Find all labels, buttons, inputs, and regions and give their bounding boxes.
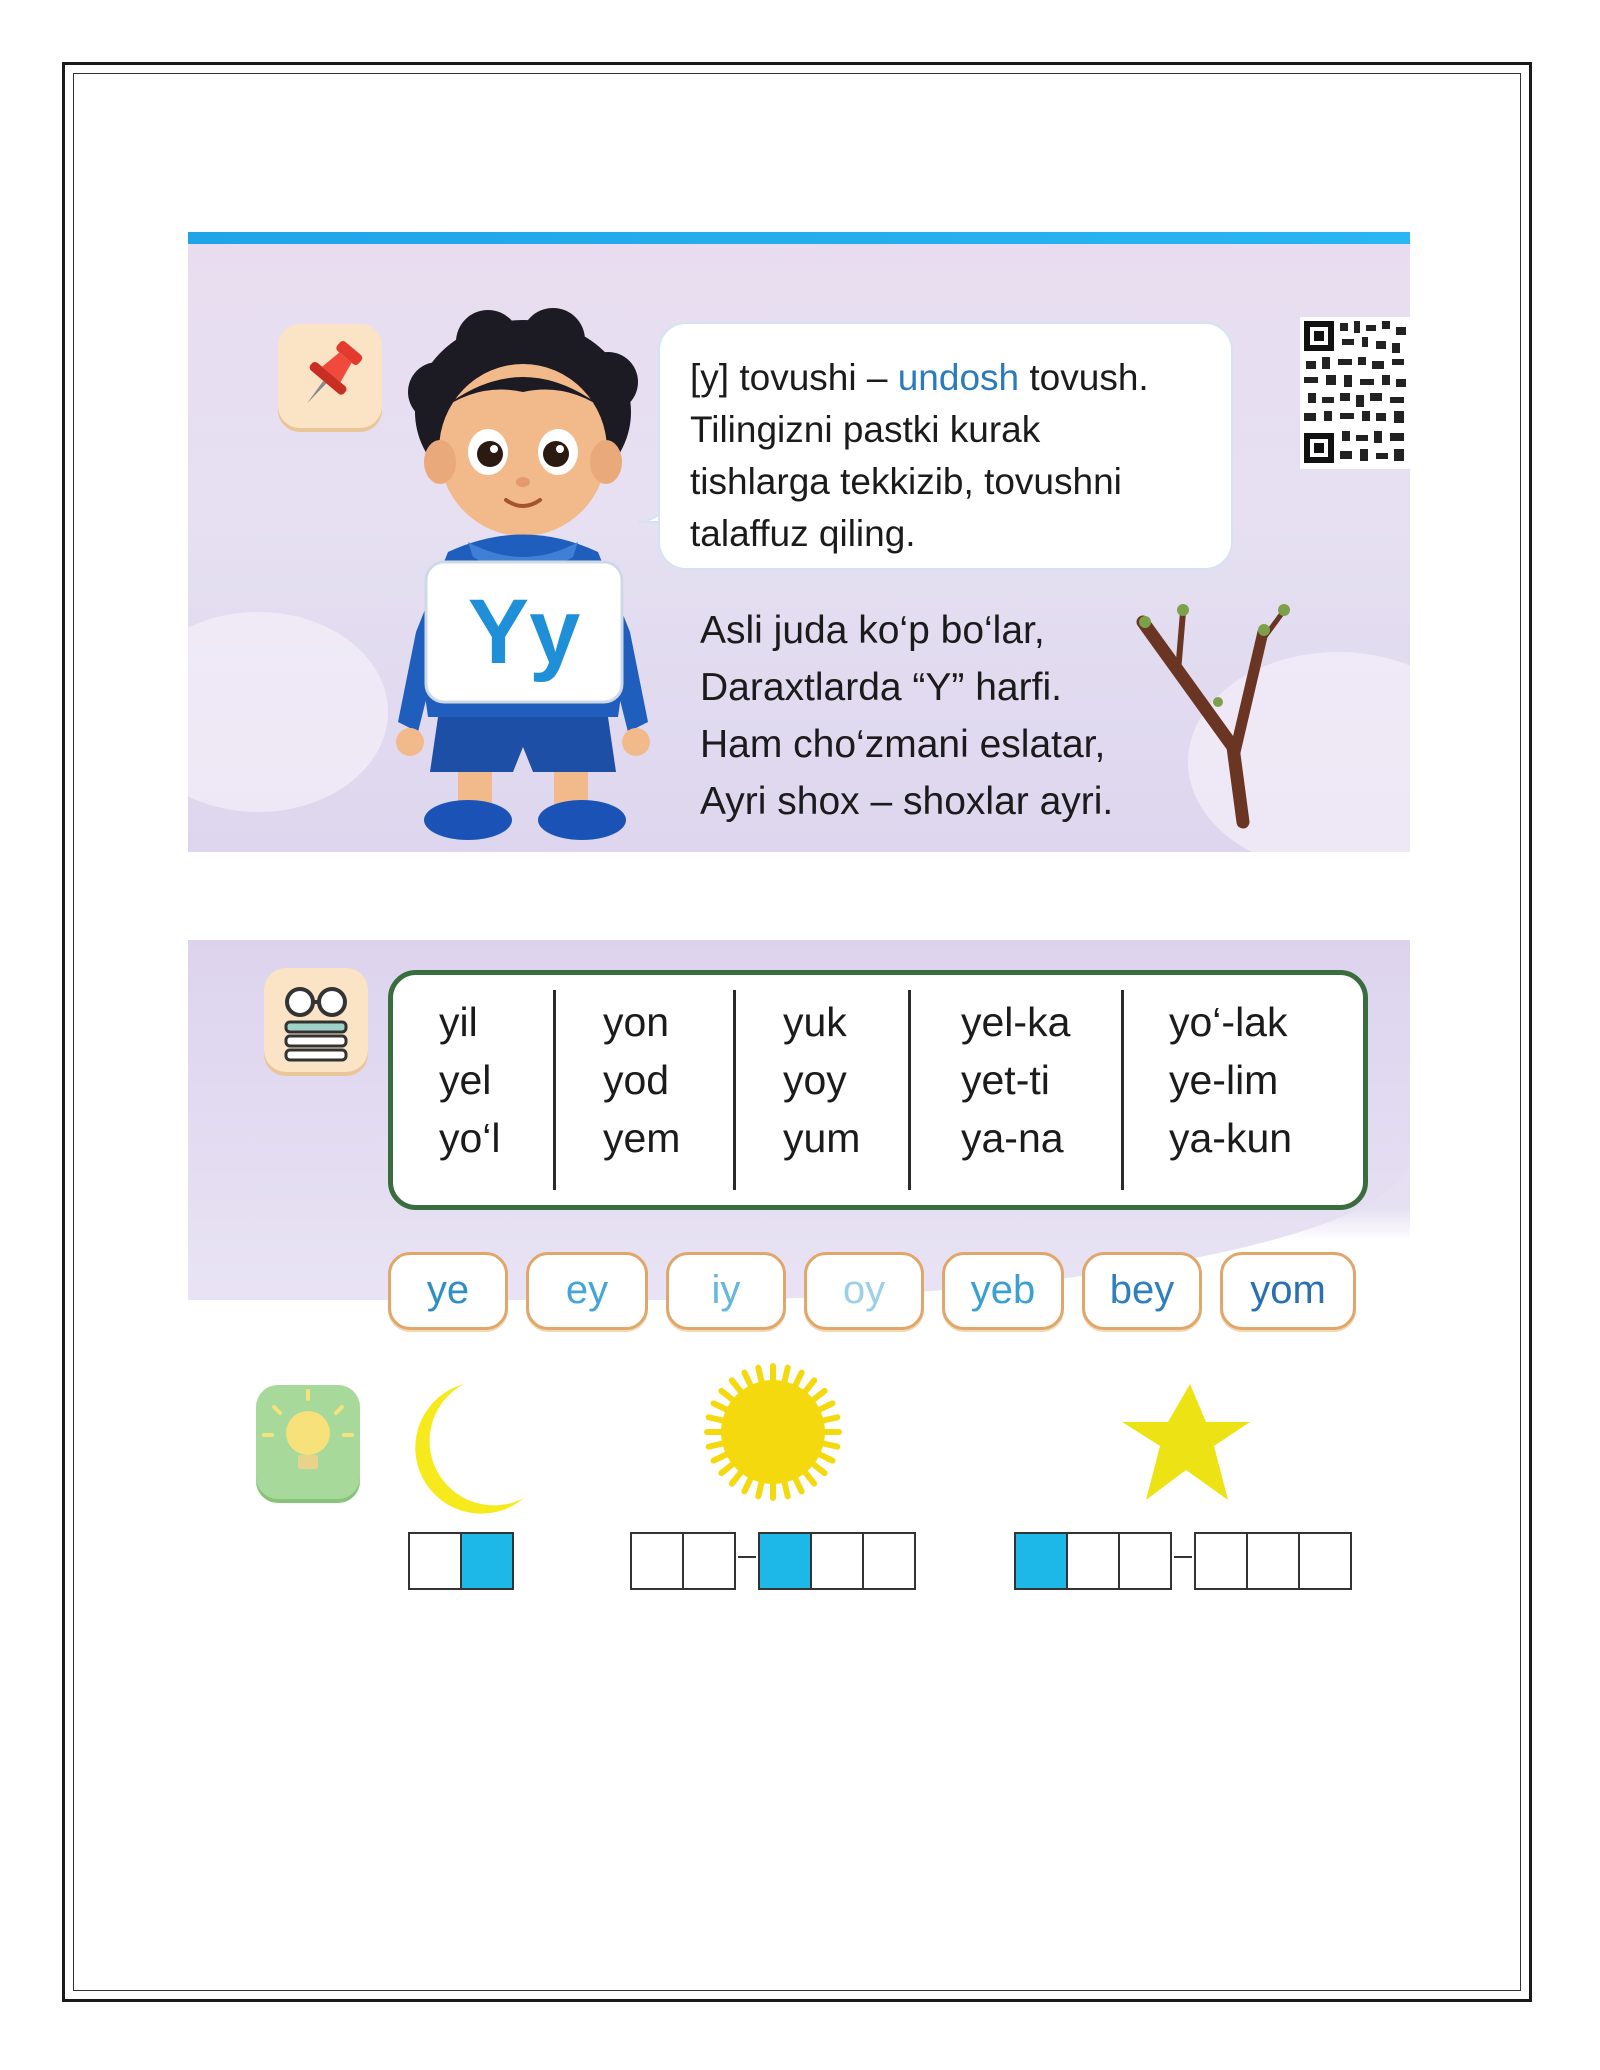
syllable-card[interactable]: ey (526, 1252, 648, 1330)
bubble-line-1a: [y] tovushi – (690, 357, 898, 398)
sun-ray (822, 1417, 838, 1421)
poem-line: Asli juda ko‘p bo‘lar, (700, 609, 1045, 652)
word: yo‘-lak (1169, 999, 1288, 1045)
word: yon (603, 999, 670, 1045)
letter-card-text: Yy (467, 581, 581, 683)
sun-ray (784, 1481, 788, 1497)
word-table (388, 970, 1368, 1210)
letter-box[interactable] (1118, 1532, 1172, 1590)
star-picture (1116, 1380, 1256, 1510)
hyphen (1174, 1556, 1192, 1558)
bubble-highlight: undosh (897, 357, 1020, 398)
speech-bubble (658, 322, 1233, 570)
letter-box-highlighted[interactable] (758, 1532, 812, 1590)
sun-ray (714, 1454, 728, 1461)
sun-ray (732, 1471, 742, 1484)
letter-box[interactable] (1298, 1532, 1352, 1590)
word: yo‘l (439, 1115, 501, 1161)
sun-ray (795, 1373, 802, 1387)
qr-code[interactable] (1300, 317, 1410, 469)
hyphen (738, 1556, 756, 1558)
lightbulb-icon (256, 1385, 360, 1499)
sun-picture (703, 1362, 843, 1502)
sun-ray (822, 1443, 838, 1447)
letter-box[interactable] (810, 1532, 864, 1590)
bubble-line-4: talaffuz qiling. (690, 513, 916, 554)
word: yod (603, 1057, 670, 1103)
poem-line: Ayri shox – shoxlar ayri. (700, 780, 1114, 823)
syllable-card[interactable]: yeb (942, 1252, 1064, 1330)
intro-panel (188, 232, 1410, 852)
bubble-line-2: Tilingizni pastki kurak (690, 409, 1041, 450)
column-divider (733, 990, 736, 1190)
sun-ray (795, 1477, 802, 1491)
letter-box[interactable] (1246, 1532, 1300, 1590)
panel-top-bar (188, 232, 1410, 244)
sun-ray (744, 1477, 751, 1491)
letter-box[interactable] (630, 1532, 684, 1590)
sun-ray (721, 1391, 734, 1401)
sun-ray (709, 1443, 725, 1447)
word: yil (439, 999, 478, 1045)
sun-ray (812, 1463, 825, 1473)
word-column (961, 993, 1070, 1167)
forked-branch-picture (1123, 572, 1303, 832)
poem-line: Daraxtlarda “Y” harfi. (700, 666, 1062, 709)
sun-ray (784, 1368, 788, 1384)
sun-ray (758, 1481, 762, 1497)
word: yoy (783, 1057, 847, 1103)
bubble-line-3: tishlarga tekkizib, tovushni (690, 461, 1122, 502)
sun-ray (709, 1417, 725, 1421)
syllable-card[interactable]: ye (388, 1252, 508, 1330)
bubble-line-1b: tovush. (1019, 357, 1149, 398)
glasses-icon (264, 968, 368, 1072)
word: ye-lim (1169, 1057, 1279, 1103)
syllable-card[interactable]: yom (1220, 1252, 1356, 1330)
column-divider (1121, 990, 1124, 1190)
word: ya-na (961, 1115, 1064, 1161)
letter-box[interactable] (408, 1532, 462, 1590)
letter-box[interactable] (1066, 1532, 1120, 1590)
sun-ray (804, 1380, 814, 1393)
letter-box[interactable] (1194, 1532, 1248, 1590)
syllable-row (388, 1252, 1388, 1332)
reading-panel (188, 940, 1410, 1610)
word-column (603, 993, 680, 1167)
word: yet-ti (961, 1057, 1050, 1103)
word: yel-ka (961, 999, 1071, 1045)
word-column (439, 993, 501, 1167)
word: yem (603, 1115, 681, 1161)
word: yuk (783, 999, 847, 1045)
letter-box-highlighted[interactable] (460, 1532, 514, 1590)
syllable-card[interactable]: iy (666, 1252, 786, 1330)
sun-ray (804, 1471, 814, 1484)
word-column (1169, 993, 1292, 1167)
moon-picture (406, 1380, 526, 1520)
sun-ray (714, 1403, 728, 1410)
sun-ray (732, 1380, 742, 1393)
column-divider (908, 990, 911, 1190)
sun-ray (758, 1368, 762, 1384)
sun-ray (744, 1373, 751, 1387)
letter-box[interactable] (862, 1532, 916, 1590)
sun-ray (721, 1463, 734, 1473)
cloud-shape (188, 612, 388, 812)
word-column (783, 993, 860, 1167)
letter-box-highlighted[interactable] (1014, 1532, 1068, 1590)
letter-box[interactable] (682, 1532, 736, 1590)
word: yel (439, 1057, 492, 1103)
poem (700, 602, 1113, 830)
column-divider (553, 990, 556, 1190)
sun-ray (818, 1454, 832, 1461)
pin-icon (278, 324, 382, 428)
word: ya-kun (1169, 1115, 1293, 1161)
sun-ray (812, 1391, 825, 1401)
word: yum (783, 1115, 861, 1161)
poem-line: Ham cho‘zmani eslatar, (700, 723, 1106, 766)
sun-ray (818, 1403, 832, 1410)
syllable-card[interactable]: oy (804, 1252, 924, 1330)
syllable-card[interactable]: bey (1082, 1252, 1202, 1330)
